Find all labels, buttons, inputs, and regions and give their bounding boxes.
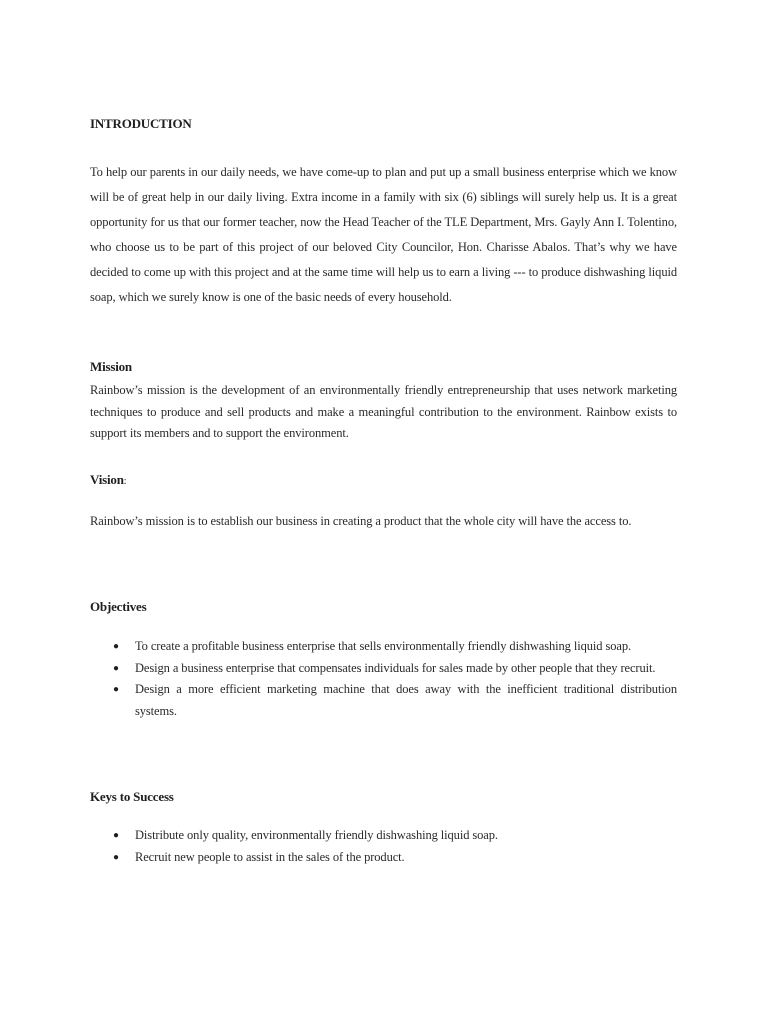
objective-text: To create a profitable business enterprise that sells environmentally friendly dishwashing liquid soap.: [135, 639, 631, 653]
list-item: [90, 679, 677, 722]
bullet-icon: ●: [113, 662, 119, 674]
bullet-icon: ●: [113, 684, 119, 695]
objective-text: Design a business enterprise that compensates individuals for sales made by other people that they recruit.: [135, 660, 656, 675]
objectives-list: [90, 636, 677, 722]
objectives-heading: Objectives: [90, 599, 147, 614]
vision-heading: [90, 472, 126, 488]
vision-paragraph: Rainbow’s mission is to establish our business in creating a product that the whole city will have the access to.: [90, 514, 632, 528]
keys-to-success-list: [90, 825, 677, 868]
bullet-icon: ●: [113, 641, 119, 652]
introduction-paragraph: To help our parents in our daily needs, we have come-up to plan and put up a small business enterprise which we know will be of great help in our daily living. Extra income in a family with six (6) siblings will surely help us. It is a great opportunity for us that our former teacher, now the Head Teacher of the TLE Department, Mrs. Gayly Ann I. Tolentino, who choose us to be part of this project of our beloved City Councilor, Hon. Charisse Abalos. That’s why we have decided to come up with this project and at the same time will help us to earn a living --- to produce dishwashing liquid soap, which we surely know is one of the basic needs of every household.: [90, 165, 677, 304]
vision-heading-label: Vision: [90, 472, 124, 487]
list-item: [90, 658, 677, 680]
bullet-icon: ●: [113, 830, 119, 841]
key-text: Recruit new people to assist in the sales of the product.: [135, 849, 405, 864]
key-text: Distribute only quality, environmentally friendly dishwashing liquid soap.: [135, 828, 498, 842]
keys-to-success-heading: Keys to Success: [90, 789, 174, 804]
list-item: [90, 847, 677, 869]
mission-paragraph: Rainbow’s mission is the development of an environmentally friendly entrepreneurship that uses network marketing techniques to produce and sell products and make a meaningful contribution to the environment. Rainbow exists to support its members and to support the environment.: [90, 383, 677, 440]
bullet-icon: ●: [113, 851, 119, 863]
introduction-heading: INTRODUCTION: [90, 116, 192, 131]
mission-heading: Mission: [90, 359, 132, 374]
objective-text: Design a more efficient marketing machine that does away with the inefficient traditional distribution systems.: [135, 682, 677, 718]
list-item: [90, 825, 677, 847]
vision-heading-colon: :: [123, 476, 127, 487]
list-item: [90, 636, 677, 658]
